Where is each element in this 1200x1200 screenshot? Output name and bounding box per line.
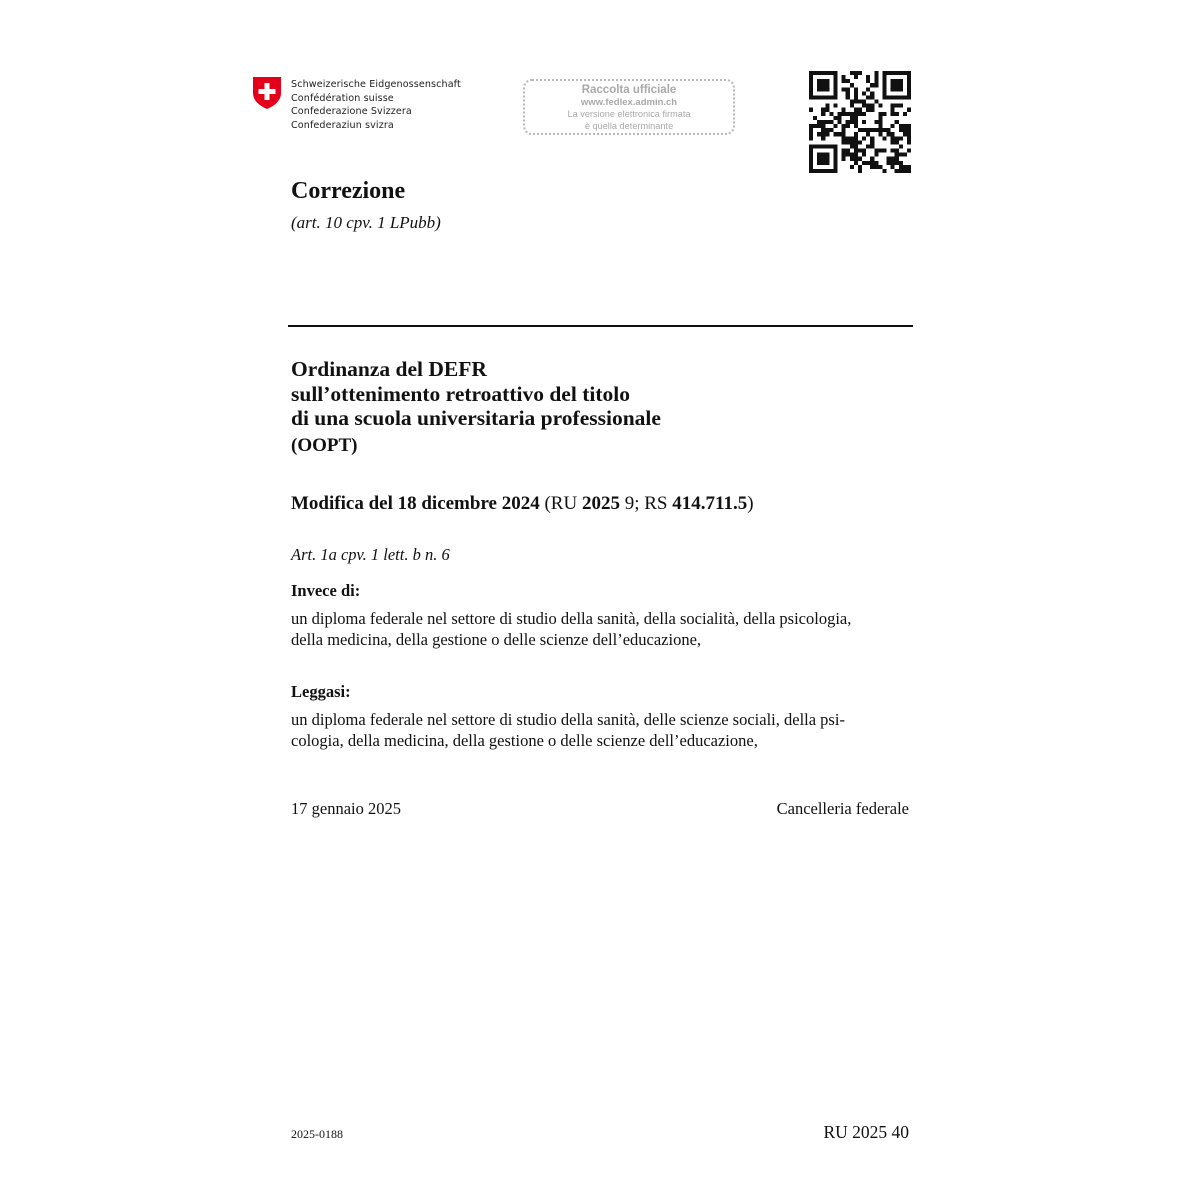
read-paragraph (291, 710, 911, 751)
official-collection-stamp (523, 79, 735, 135)
modification-rs-number: 414.711.5 (672, 493, 748, 514)
ordinance-title-line: Ordinanza del DEFR (291, 357, 487, 381)
modification-ru-year: 2025 (581, 493, 620, 514)
ordinance-abbreviation: (OOPT) (291, 435, 358, 456)
stamp-title: Raccolta ufficiale (581, 84, 677, 96)
divider (288, 325, 913, 327)
document-number: 2025-0188 (291, 1127, 343, 1141)
read-line: un diploma federale nel settore di studio della sanità, delle scienze sociali, della psi- (291, 710, 845, 729)
modification-ru-page: 9; RS (619, 493, 673, 514)
ordinance-title-line: sull’ottenimento retroattivo del titolo (291, 381, 630, 406)
read-label: Leggasi: (291, 682, 351, 701)
instead-line: della medicina, della gestione o delle scienze dell’educazione, (291, 629, 702, 649)
confederation-names (291, 78, 461, 132)
modification-line (291, 493, 754, 515)
modification-close: ) (747, 493, 754, 514)
correction-title: Correzione (291, 178, 406, 204)
ordinance-title (291, 357, 661, 431)
instead-line: un diploma federale nel settore di studio della sanità, della socialità, della psicologia, (291, 609, 852, 628)
read-line: cologia, della medicina, della gestione o delle scienze dell’educazione, (291, 730, 758, 750)
conf-name-de: Schweizerische Eidgenossenschaft (291, 79, 461, 90)
conf-name-it: Confederazione Svizzera (291, 106, 412, 117)
stamp-url: www.fedlex.admin.ch (580, 97, 678, 108)
signature: Cancelleria federale (776, 799, 909, 818)
conf-name-rm: Confederaziun svizra (291, 119, 394, 131)
conf-name-fr: Confédération suisse (291, 92, 394, 104)
ru-page-number: RU 2025 40 (823, 1122, 909, 1142)
stamp-note-2: è quella determinante (584, 120, 674, 131)
document-date: 17 gennaio 2025 (291, 799, 401, 818)
article-reference: Art. 1a cpv. 1 lett. b n. 6 (291, 545, 450, 564)
instead-paragraph (291, 609, 911, 650)
ordinance-title-line: di una scuola universitaria professionale (291, 406, 661, 430)
instead-label: Invece di: (291, 581, 361, 600)
modification-open: (RU (539, 493, 582, 514)
qr-code-icon (809, 71, 911, 173)
swiss-cross-icon (252, 76, 282, 110)
modification-label: Modifica del 18 dicembre 2024 (291, 493, 540, 514)
stamp-note-1: La versione elettronica firmata (567, 109, 691, 119)
correction-reference: (art. 10 cpv. 1 LPubb) (291, 213, 441, 232)
